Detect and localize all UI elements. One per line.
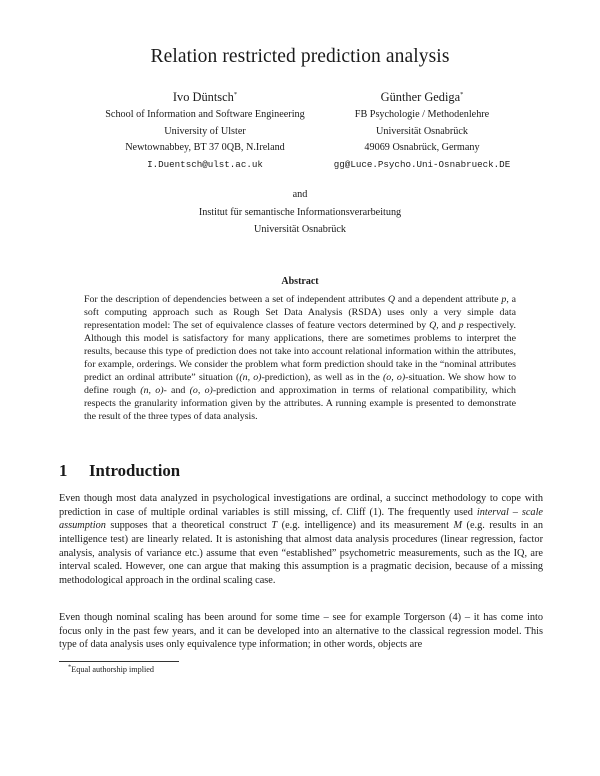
affiliation-line: Newtownabbey, BT 37 0QB, N.Ireland	[125, 142, 285, 154]
footnote	[68, 665, 154, 674]
author-block-duentsch	[90, 88, 320, 173]
author-email: I.Duentsch@ulst.ac.uk	[147, 158, 263, 170]
abstract-text: For the description of dependencies between a set of independent attributes Q and a dependent attribute p, a soft computing approach such as Rough Set Data Analysis (RSDA) uses only a very simple data representation model: The set of equivalence classes of feature vectors determined by Q, and p respectively. Although this model is satisfactory for many applications, there are sometimes problems to interpret the results, because this type of prediction does not take into account relational information within the attributes, for example, orderings. We consider the problem what form prediction should take in the “nominal attributes predict an ordinal attribute” situation ((n, o)-prediction), as well as in the (o, o)-situation. We show how to define rough (n, o)- and (o, o)-prediction and approximation in terms of relational compatibility, which respects the granularity information given by the attributes. A running example is presented to demonstrate the result of the three types of data analysis.	[84, 294, 517, 422]
footnote-marker: *	[68, 663, 72, 671]
affiliation-line: School of Information and Software Engineering	[105, 109, 305, 120]
section-heading	[59, 461, 180, 481]
affiliation-line: University of Ulster	[164, 125, 246, 137]
section-title: Introduction	[89, 461, 181, 480]
and-text: and	[292, 189, 308, 200]
affiliation-line: 49069 Osnabrück, Germany	[364, 142, 480, 154]
abstract-heading: Abstract	[281, 276, 319, 287]
footnote-marker: *	[233, 90, 238, 98]
author-name: Ivo Düntsch*	[172, 90, 238, 104]
section-number: 1	[59, 461, 68, 480]
footnote-text: Equal authorship implied	[71, 665, 155, 674]
institute-name: Institut für semantische Informationsverarbeitung	[198, 206, 402, 218]
footnote-marker: *	[460, 90, 464, 98]
footnote-rule	[59, 661, 179, 662]
body-paragraph-1: Even though most data analyzed in psychological investigations are ordinal, a succinct methodology to cope with prediction in case of multiple ordinal variables is still missing, cf. Cliff (1). The frequently used interval – scale assumption supposes that a theoretical construct T (e.g. intelligence) and its measurement M (e.g. results in an intelligence test) are linearly related. It is astonishing that almost data analysis procedures (linear regression, factor analysis, analysis of variance etc.) assume that even “established” psychometric measurements, such as the IQ, are interval scaled. However, one can argue that making this assumption is a pragmatic decision, because of a missing methodological approach in the ordinal scaling case.	[59, 493, 544, 586]
affiliation-line: FB Psychologie / Methodenlehre	[354, 109, 490, 120]
institute-university: Universität Osnabrück	[254, 224, 346, 235]
paper-title: Relation restricted prediction analysis	[150, 46, 450, 67]
body-paragraph-2: Even though nominal scaling has been around for some time – see for example Torgerson (4) – it has come into focus only in the past few years, and it can be developed into an alternative to the classical regression model. This type of data analysis uses only equivalence type information; in other words, objects are	[59, 612, 543, 651]
author-block-gediga	[312, 88, 532, 173]
author-email: gg@Luce.Psycho.Uni-Osnabrueck.DE	[333, 158, 511, 170]
joint-affiliation	[0, 186, 600, 239]
affiliation-line: Universität Osnabrück	[376, 125, 468, 137]
author-name: Günther Gediga*	[380, 90, 464, 104]
